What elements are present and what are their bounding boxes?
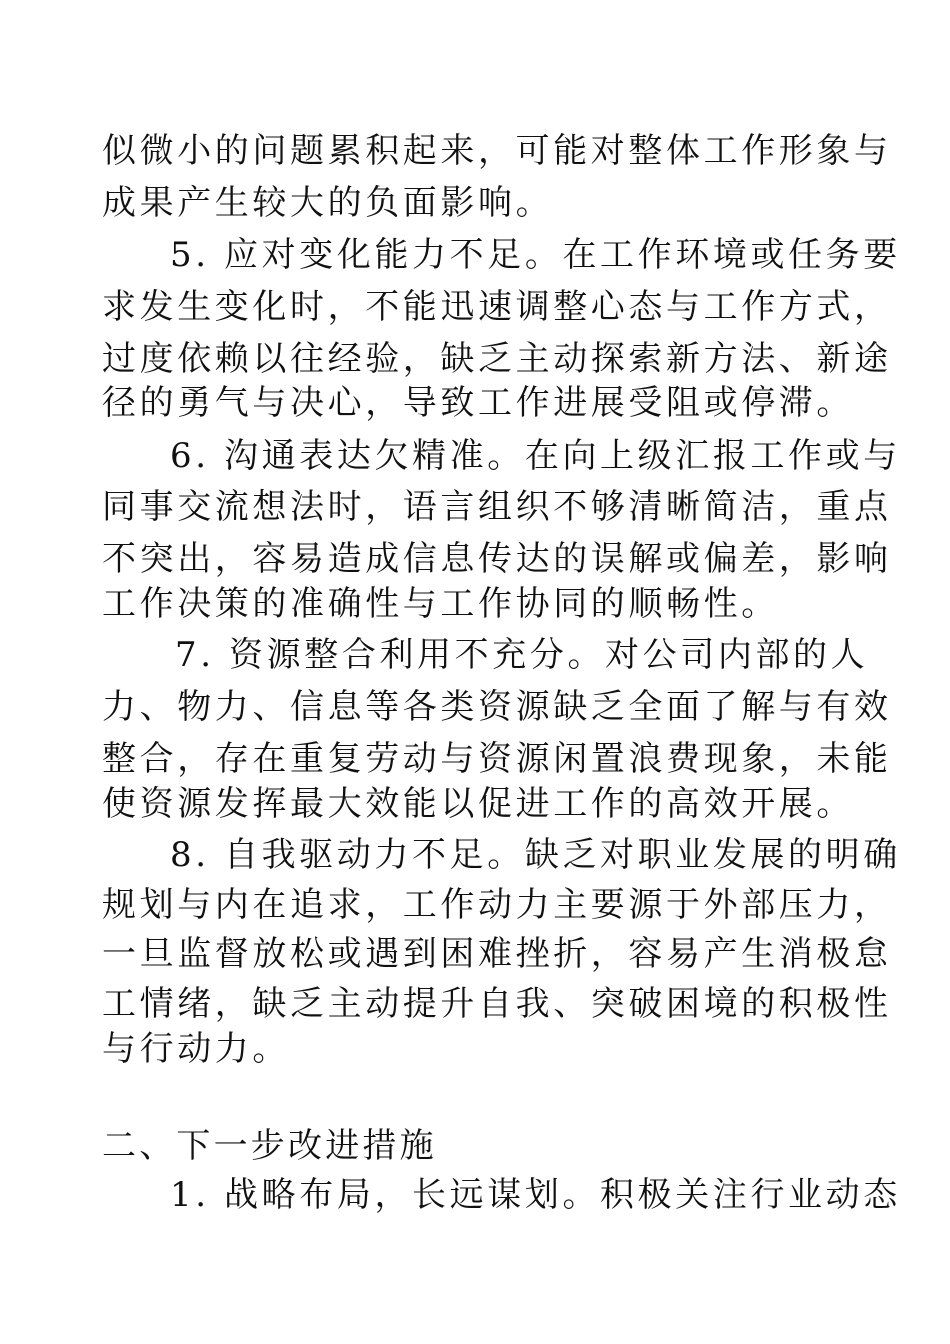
item-8-first-line: 8. 自我驱动力不足。缺乏对职业发展的明确 (170, 835, 901, 875)
text-line: 工作决策的准确性与工作协同的顺畅性。 (102, 584, 779, 624)
next-step-item-1: 1. 战略布局，长远谋划。积极关注行业动态 (170, 1175, 901, 1215)
text-line: 与行动力。 (102, 1029, 290, 1069)
item-6-first-line: 6. 沟通表达欠精准。在向上级汇报工作或与 (170, 436, 901, 476)
text-line: 径的勇气与决心，导致工作进展受阻或停滞。 (102, 383, 854, 423)
text-line: 不突出，容易造成信息传达的误解或偏差，影响 (102, 539, 892, 579)
section-heading: 二、下一步改进措施 (102, 1126, 437, 1166)
text-line: 过度依赖以往经验，缺乏主动探索新方法、新途 (102, 339, 892, 379)
item-5-first-line: 5. 应对变化能力不足。在工作环境或任务要 (170, 235, 901, 275)
text-line: 力、物力、信息等各类资源缺乏全面了解与有效 (102, 687, 892, 727)
text-line: 规划与内在追求，工作动力主要源于外部压力， (102, 885, 892, 925)
text-line: 成果产生较大的负面影响。 (102, 183, 554, 223)
text-line: 工情绪，缺乏主动提升自我、突破困境的积极性 (102, 984, 892, 1024)
text-line: 一旦监督放松或遇到困难挫折，容易产生消极怠 (102, 934, 892, 974)
text-line: 求发生变化时，不能迅速调整心态与工作方式， (102, 287, 892, 327)
item-7-first-line: 7. 资源整合利用不充分。对公司内部的人 (175, 635, 869, 675)
text-line: 整合，存在重复劳动与资源闲置浪费现象，未能 (102, 739, 892, 779)
text-line: 同事交流想法时，语言组织不够清晰简洁，重点 (102, 487, 892, 527)
text-line: 似微小的问题累积起来，可能对整体工作形象与 (102, 131, 892, 171)
text-line: 使资源发挥最大效能以促进工作的高效开展。 (102, 784, 854, 824)
